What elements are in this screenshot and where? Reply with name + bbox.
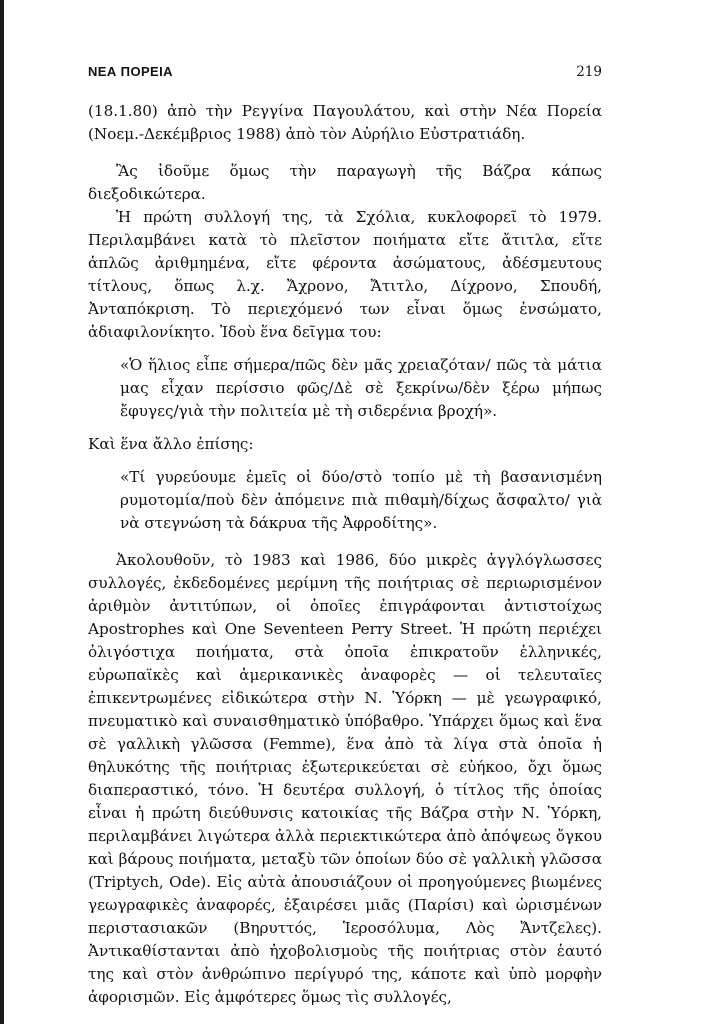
- quotation-2-text: «Τί γυρεύουμε ἐμεῖς οἱ δύο/στὸ τοπίο μὲ τὴ βασανισμένη ρυμοτομία/ποὺ δὲν ἀπόμεινε πιὰ πιθαμὴ/δίχως ἄσφαλτο/ γιὰ νὰ στεγνώση τὰ δάκρυα τῆς Ἀφροδίτης».: [120, 468, 602, 532]
- quotation-1: [120, 354, 602, 423]
- paragraph-3: Ἡ πρώτη συλλογή της, τὰ Σχόλια, κυκλοφορεῖ τὸ 1979. Περιλαμβάνει κατὰ τὸ πλεῖστον ποιήματα εἴτε ἄτιτλα, εἴτε ἁπλῶς ἀριθμημένα, εἴτε φέροντα ἀσώματους, ἀδέσμευτους τίτλους, ὅπως λ.χ. Ἄχρονο, Ἄτιτλο, Δίχρονο, Σπουδή, Ἀνταπόκριση. Τὸ περιεχόμενό των εἶναι ὅμως ἐνσώματο, ἀδιαφιλονίκητο. Ἰδοὺ ἕνα δεῖγμα του:: [88, 208, 602, 341]
- paragraph-4: Καὶ ἕνα ἄλλο ἐπίσης:: [88, 435, 254, 453]
- paragraph-2: Ἂς ἰδοῦμε ὅμως τὴν παραγωγὴ τῆς Βάζρα κάπως διεξοδικώτερα.: [88, 162, 602, 203]
- running-title: ΝΕΑ ΠΟΡΕΙΑ: [88, 64, 173, 79]
- paragraph-5: Ἀκολουθοῦν, τὸ 1983 καὶ 1986, δύο μικρὲς ἀγγλόγλωσσες συλλογές, ἐκδεδομένες μερίμνη τῆς ποιήτριας σὲ περιωρισμένον ἀριθμὸν ἀντιτύπων, οἱ ὁποῖες ἐπιγράφονται ἀντιστοίχως Apostrophes καὶ One Seventeen Perry Street. Ἡ πρώτη περιέχει ὀλιγόστιχα ποιήματα, στὰ ὁποῖα ἐπικρατοῦν ἑλληνικές, εὐρωπαϊκὲς καὶ ἀμερικανικὲς ἀναφορὲς — οἱ τελευταῖες ἐπικεντρωμένες εἰδικώτερα στὴν Ν. Ὑόρκη — μὲ γεωγραφικό, πνευματικὸ καὶ συναισθηματικὸ ὑπόβαθρο. Ὑπάρχει ὅμως καὶ ἕνα σὲ γαλλικὴ γλῶσσα (Femme), ἕνα ἀπὸ τὰ λίγα στὰ ὁποῖα ἡ θηλυκότης τῆς ποιήτριας ἐξωτερικεύεται σὲ εὐήκοο, ὄχι ὅμως διαπεραστικό, τόνο. Ἡ δευτέρα συλλογή, ὁ τίτλος τῆς ὁποίας εἶναι ἡ πρώτη διεύθυνσις κατοικίας τῆς Βάζρα στὴν Ν. Ὑόρκη, περιλαμβάνει λιγώτερα ἀλλὰ περιεκτικώτερα ἀπὸ ἀπόψεως ὄγκου καὶ βάρους ποιήματα, μεταξὺ τῶν ὁποίων δύο σὲ γαλλικὴ γλῶσσα (Triptych, Ode). Εἰς αὐτὰ ἀπουσιάζουν οἱ προηγούμενες βιωμένες γεωγραφικὲς ἀναφορές, ἐξαιρέσει μιᾶς (Παρίσι) καὶ ὡρισμένων περιστασιακῶν (Βηρυττός, Ἱεροσόλυμα, Λὸς Ἄντζελες). Ἀντικαθίστανται ἀπὸ ἠχοβολισμοὺς τῆς ποιήτριας στὸν ἑαυτό της καὶ στὸν ἀνθρώπινο περίγυρό της, κάποτε καὶ ὑπὸ μορφὴν ἀφορισμῶν. Εἰς ἀμφότερες ὅμως τὶς συλλογές,: [88, 551, 602, 1006]
- paragraph-1: (18.1.80) ἀπὸ τὴν Ρεγγίνα Παγουλάτου, καὶ στὴν Νέα Πορεία (Νοεμ.-Δεκέμβριος 1988) ἀπὸ τὸν Αὐρήλιο Εὐστρατιάδη.: [88, 102, 602, 143]
- page-edge-mark: [0, 0, 4, 1024]
- quotation-1-text: «Ὁ ἥλιος εἶπε σήμερα/πῶς δὲν μᾶς χρειαζόταν/ πῶς τὰ μάτια μας εἶχαν περίσσιο φῶς/Δὲ σὲ ξεκρίνω/δὲν ξέρω μήπως ἔφυγες/γιὰ τὴν πολιτεία μὲ τὴ σιδερένια βροχή».: [120, 356, 602, 420]
- page-body: [88, 60, 602, 1009]
- running-header: [88, 60, 602, 84]
- quotation-2: [120, 466, 602, 535]
- page-number: 219: [576, 64, 602, 80]
